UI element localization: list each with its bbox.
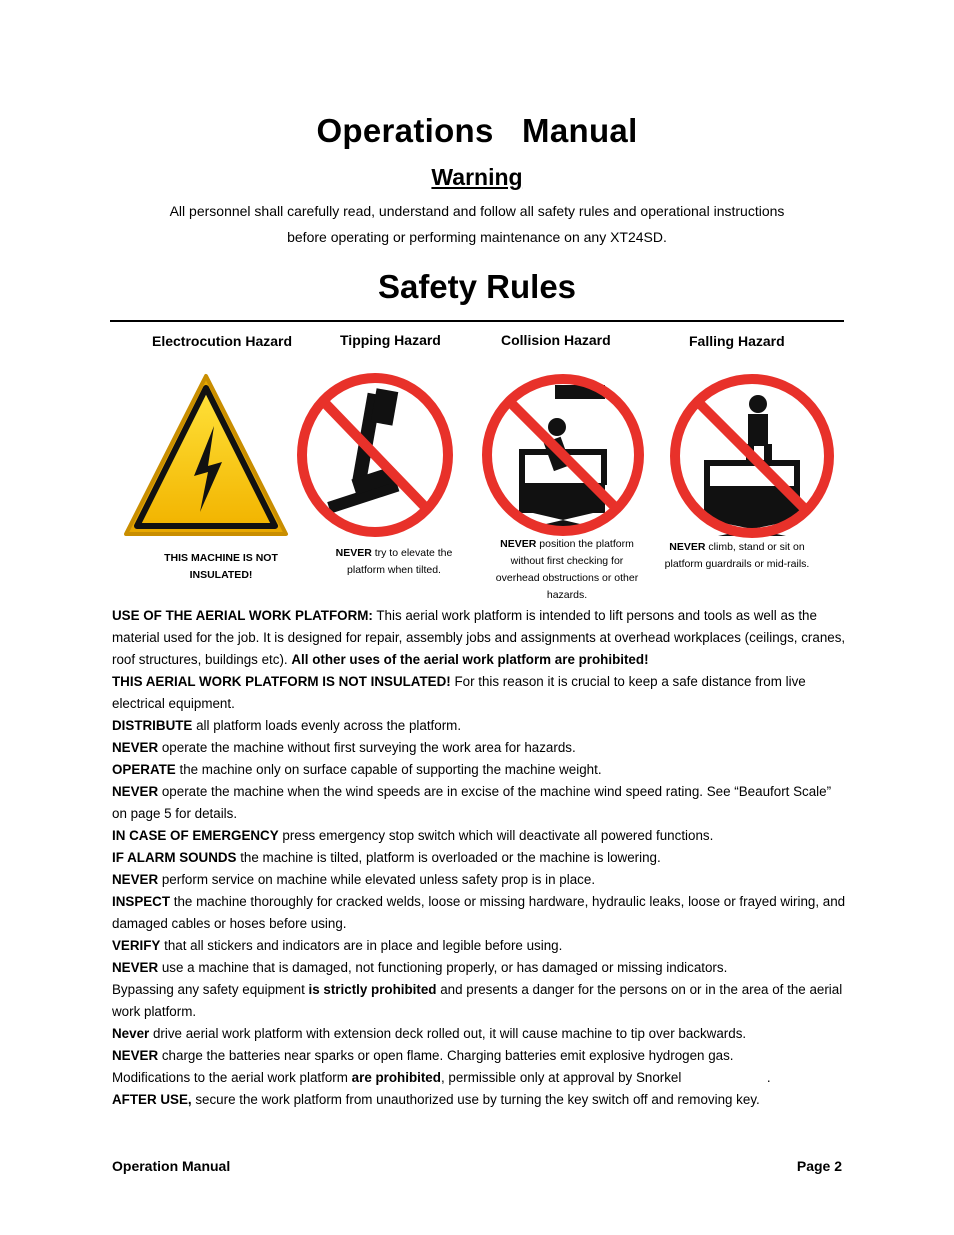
rule-bold: IN CASE OF EMERGENCY [112, 828, 279, 843]
caption-falling [660, 539, 814, 573]
rule-bold: THIS AERIAL WORK PLATFORM IS NOT INSULATED! [112, 674, 451, 689]
rule-item [112, 825, 847, 847]
rule-text: use a machine that is damaged, not functioning properly, or has damaged or missing indicators. [158, 960, 728, 975]
rule-text: that all stickers and indicators are in place and legible before using. [160, 938, 563, 953]
rule-text: drive aerial work platform with extension deck rolled out, it will cause machine to tip over backwards. [149, 1026, 747, 1041]
intro-line-2: before operating or performing maintenance on any XT24SD. [287, 229, 667, 245]
intro-line-1: All personnel shall carefully read, understand and follow all safety rules and operational instructions [169, 203, 785, 219]
rule-text: operate the machine without first surveying the work area for hazards. [158, 740, 576, 755]
rule-text: all platform loads evenly across the platform. [192, 718, 462, 733]
rule-item [112, 869, 847, 891]
caption-collision-bold: NEVER [500, 538, 537, 550]
safety-rules-list [112, 605, 847, 1111]
rule-text: This aerial work platform is intended to lift persons and tools as well as the material used for the job. It is designed for repair, assembly jobs and assignments at overhead workplaces (ceilings, cranes, roof structures, buildings etc). [112, 608, 846, 667]
hazard-label-falling: Falling Hazard [689, 333, 785, 349]
rule-text: the machine thoroughly for cracked welds, loose or missing hardware, hydraulic leaks, loose or frayed wiring, and damaged cables or hoses before using. [112, 894, 846, 931]
rule-bold: AFTER USE, [112, 1092, 192, 1107]
rule-bold: NEVER [112, 872, 159, 887]
rule-bold: NEVER [112, 1048, 159, 1063]
hazard-label-tipping: Tipping Hazard [340, 332, 441, 348]
rule-bold: DISTRIBUTE [112, 718, 193, 733]
rule-bold-2: are prohibited [351, 1070, 441, 1085]
rule-text: secure the work platform from unauthorized use by turning the key switch off and removing key. [191, 1092, 760, 1107]
rule-item [112, 671, 847, 715]
high-voltage-warning-icon [124, 374, 288, 538]
footer-title: Operation Manual [112, 1158, 231, 1174]
rule-item [112, 715, 847, 737]
footer-page-number: Page 2 [796, 1158, 842, 1174]
rule-text: For this reason it is crucial to keep a safe distance from live electrical equipment. [112, 674, 806, 711]
rule-text: Modifications to the aerial work platform [112, 1070, 352, 1085]
hazard-label-collision: Collision Hazard [501, 332, 611, 348]
caption-falling-text: climb, stand or sit on platform guardrails or mid-rails. [664, 541, 810, 570]
rule-text-2: and presents a danger for the persons on or in the area of the aerial work platform. [112, 982, 843, 1019]
hazard-label-electrocution: Electrocution Hazard [152, 333, 293, 349]
rule-text: operate the machine when the wind speeds are in excise of the machine wind speed rating. See “Beaufort Scale” on page 5 for details. [112, 784, 832, 821]
rule-bold-2: is strictly prohibited [308, 982, 437, 997]
caption-tipping [320, 545, 468, 579]
rule-text: the machine is tilted, platform is overloaded or the machine is lowering. [236, 850, 661, 865]
rule-bold: INSPECT [112, 894, 171, 909]
page-title: Operations Manual [316, 112, 638, 149]
rule-item [112, 891, 847, 935]
caption-collision [488, 536, 646, 604]
no-collision-icon [482, 373, 644, 537]
rule-bold-2: All other uses of the aerial work platform are prohibited! [291, 652, 649, 667]
rule-item [112, 1067, 847, 1089]
rule-item [112, 1023, 847, 1045]
rule-item [112, 1089, 847, 1111]
rule-item [112, 979, 847, 1023]
rule-text: charge the batteries near sparks or open flame. Charging batteries emit explosive hydrogen gas. [158, 1048, 734, 1063]
rule-item [112, 759, 847, 781]
rule-item [112, 1045, 847, 1067]
caption-falling-bold: NEVER [669, 541, 706, 553]
rule-bold: OPERATE [112, 762, 176, 777]
rule-text: the machine only on surface capable of supporting the machine weight. [175, 762, 602, 777]
rule-bold: Never [112, 1026, 150, 1041]
caption-tipping-bold: NEVER [335, 547, 372, 559]
rule-bold: VERIFY [112, 938, 161, 953]
rule-item [112, 957, 847, 979]
no-climbing-icon [670, 374, 834, 538]
caption-electrocution [150, 550, 292, 584]
rule-text: perform service on machine while elevated unless safety prop is in place. [158, 872, 596, 887]
caption-electrocution-bold: THIS MACHINE IS NOT INSULATED! [164, 552, 278, 581]
caption-tipping-text: try to elevate the platform when tilted. [347, 547, 453, 576]
rule-item [112, 935, 847, 957]
rule-item [112, 781, 847, 825]
rule-bold: NEVER [112, 960, 159, 975]
safety-rules-heading: Safety Rules [377, 268, 577, 305]
rule-bold: NEVER [112, 784, 159, 799]
caption-collision-text: position the platform without first checking for overhead obstructions or other hazards. [495, 538, 639, 601]
rule-bold: USE OF THE AERIAL WORK PLATFORM: [112, 608, 373, 623]
rule-text: Bypassing any safety equipment [112, 982, 309, 997]
rule-item [112, 847, 847, 869]
rule-text: press emergency stop switch which will deactivate all powered functions. [278, 828, 714, 843]
section-divider [110, 320, 844, 322]
no-tipping-icon [296, 373, 454, 537]
rule-bold: NEVER [112, 740, 159, 755]
rule-text-2: , permissible only at approval by Snorkel . [440, 1070, 771, 1085]
warning-heading: Warning [431, 164, 523, 190]
rule-item [112, 605, 847, 671]
rule-item [112, 737, 847, 759]
rule-bold: IF ALARM SOUNDS [112, 850, 237, 865]
